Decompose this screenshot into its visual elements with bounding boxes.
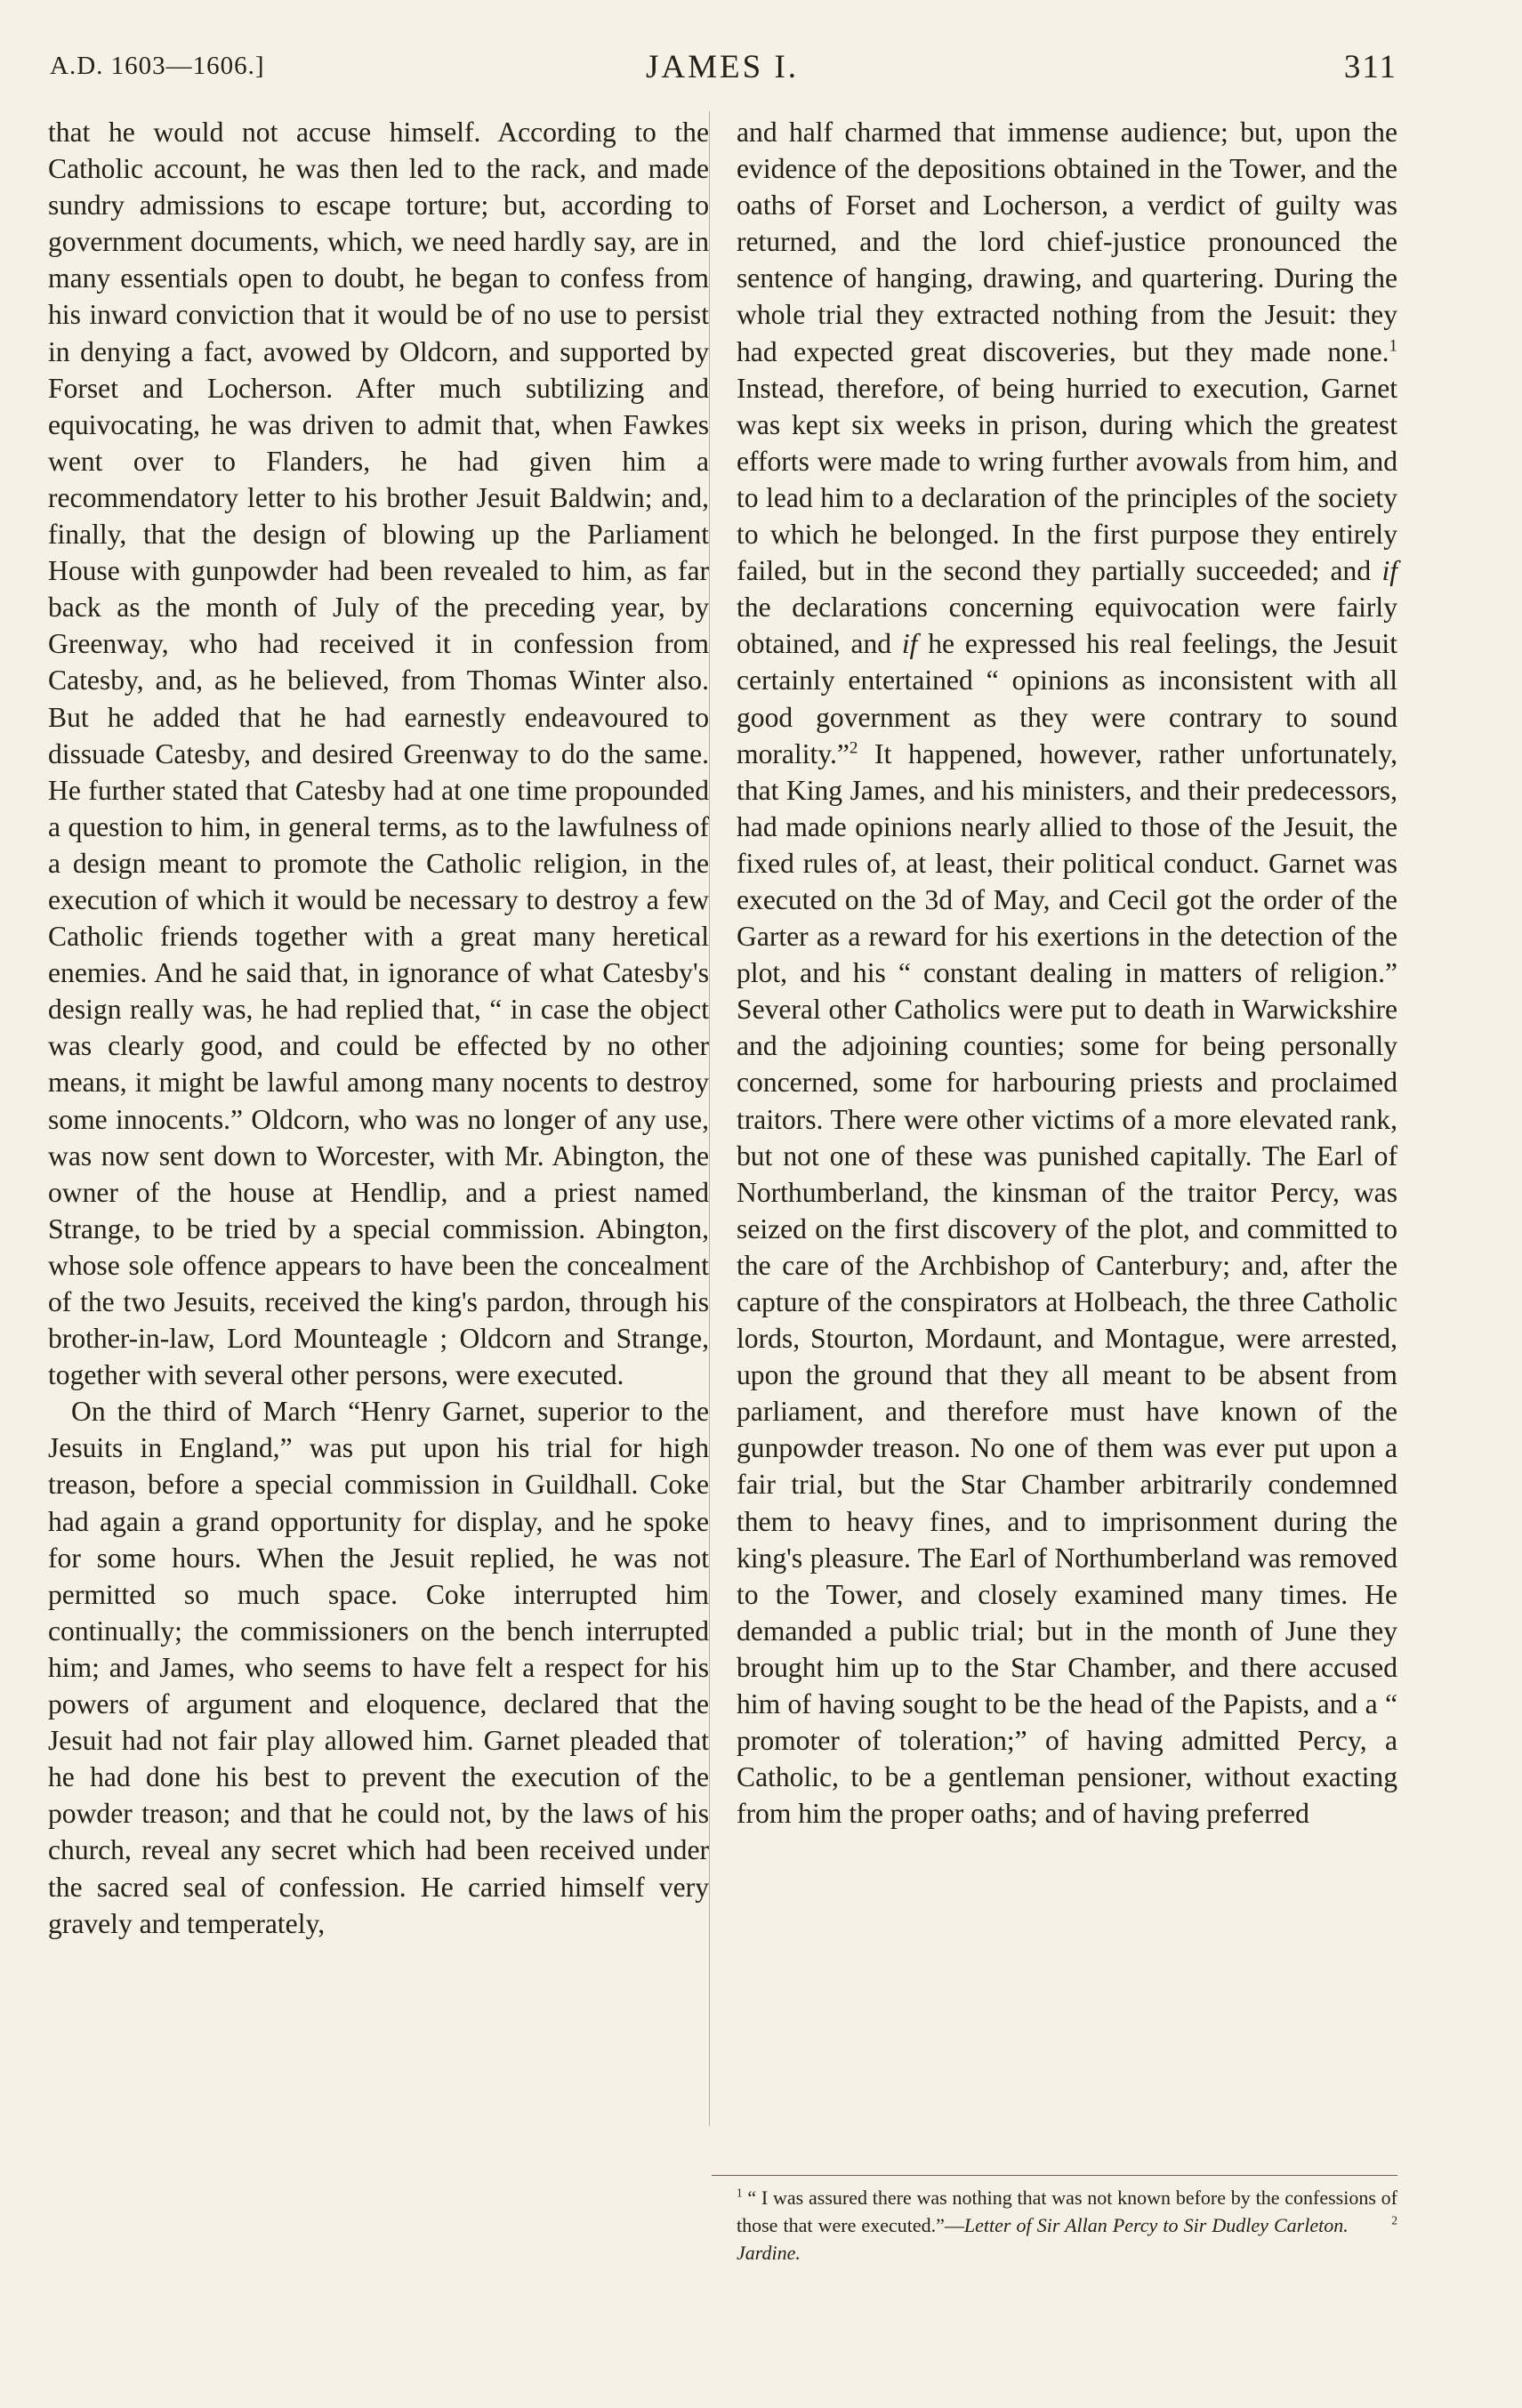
text-segment: It happened, however, rather unfortunately, that King James, and his ministers, and their predecessors, had made opinions nearly allied to those of the Jesuit, the fixed rules of, at least, their political conduct. Garnet was executed on the 3d of May, and Cecil got the order of the Garter as a reward for his exertions in the detection of the plot, and his “ constant dealing in matters of religion.” Several other Catholics were put to death in Warwickshire and the adjoining counties; some for being personally concerned, some for harbouring priests and proclaimed traitors. There were other victims of a more elevated rank, but not one of these was punished capitally. The Earl of Northumberland, the kinsman of the traitor Percy, was seized on the first discovery of the plot, and committed to the care of the Archbishop of Canterbury; and, after the capture of the conspirators at Holbeach, the three Catholic lords, Stourton, Mordaunt, and Montague, were arrested, upon the ground that they all meant to be absent from parliament, and therefore must have known of the gunpowder treason. No one of them was ever put upon a fair trial, but the Star Chamber arbitrarily condemned them to heavy fines, and to imprisonment during the king's pleasure. The Earl of Northumberland was removed to the Tower, and closely examined many times. He demanded a public trial; but in the month of June they brought him up to the Star Chamber, and there accused him of having sought to be the head of the Papists, and a “ promoter of toleration;” of having admitted Percy, a Catholic, to be a gentleman pensioner, without exacting from him the proper oaths; and of having preferred <box>737 737 1397 1830</box>
footnote-ref-2: 2 <box>849 738 858 758</box>
column-divider <box>709 111 710 2126</box>
footnote-1 <box>737 2184 1397 2267</box>
right-column <box>737 114 1397 1832</box>
emphasis-if: if <box>1381 555 1397 587</box>
running-header <box>50 44 1397 89</box>
text-segment: and half charmed that immense audience; but, upon the evidence of the depositions obtained in the Tower, and the oaths of Forset and Locherson, a verdict of guilty was returned, and the lord chief-justice pronounced the sentence of hanging, drawing, and quartering. During the whole trial they extracted nothing from the Jesuit: they had expected great discoveries, but they made none. <box>737 117 1397 367</box>
paragraph-verdict <box>737 114 1397 1832</box>
header-date-range: A.D. 1603—1606.] <box>50 52 265 80</box>
text-segment: the declarations concerning equivocation were fairly obtained, and <box>737 592 1397 660</box>
footnote-source: Jardine. <box>737 2242 801 2264</box>
text-segment: he expressed his real feelings, the Jesuit certainly entertained “ opinions as inconsistent with all good government as they were contrary to sound morality.” <box>737 628 1397 769</box>
paragraph-garnet-trial: On the third of March “Henry Garnet, superior to the Jesuits in England,” was put upon his trial for high treason, before a special commission in Guildhall. Coke had again a grand opportunity for display, and he spoke for some hours. When the Jesuit replied, he was not permitted so much space. Coke interrupted him continually; the commissioners on the bench interrupted him; and James, who seems to have felt a respect for his powers of argument and eloquence, declared that the Jesuit had not fair play allowed him. Garnet pleaded that he had done his best to prevent the execution of the powder treason; and that he could not, by the laws of his church, reveal any secret which had been received under the sacred seal of confession. He carried himself very gravely and temperately, <box>48 1396 709 1939</box>
header-title: JAMES I. <box>646 49 800 85</box>
emphasis-if: if <box>901 628 918 660</box>
footnote-marker: 1 <box>737 2186 743 2200</box>
footnote-source: Letter of Sir Allan Percy to Sir Dudley Carleton. <box>963 2214 1349 2236</box>
paragraph-confession: that he would not accuse himself. According to the Catholic account, he was then led to the rack, and made sundry admissions to escape torture; but, according to government documents, which, we need hardly say, are in many essentials open to doubt, he began to confess from his inward conviction that it would be of no use to persist in denying a fact, avowed by Oldcorn, and supported by Forset and Locherson. After much subtilizing and equivocating, he was driven to admit that, when Fawkes went over to Flanders, he had given him a recommendatory letter to his brother Jesuit Baldwin; and, finally, that the design of blowing up the Parliament House with gunpowder had been revealed to him, as far back as the month of July of the preceding year, by Greenway, who had received it in confession from Catesby, and, as he believed, from Thomas Winter also. But he added that he had earnestly endeavoured to dissuade Catesby, and desired Greenway to do the same. He further stated that Catesby had at one time propounded a question to him, in general terms, as to the lawfulness of a design meant to promote the Catholic religion, in the execution of which it would be necessary to destroy a few Catholic friends together with a great many heretical enemies. And he said that, in ignorance of what Catesby's design really was, he had replied that, “ in case the object was clearly good, and could be effected by no other means, it might be lawful among many nocents to destroy some innocents.” Oldcorn, who was no longer of any use, was now sent down to Worcester, with Mr. Abington, the owner of the house at Hendlip, and a priest named Strange, to be tried by a special commission. Abington, whose sole offence appears to have been the concealment of the two Jesuits, received the king's pardon, through his brother-in-law, Lord Mounteagle ; Oldcorn and Strange, together with several other persons, were executed. <box>48 117 709 1391</box>
left-column <box>48 114 709 1942</box>
footnote-ref-1: 1 <box>1389 336 1397 356</box>
text-segment: Instead, therefore, of being hurried to execution, Garnet was kept six weeks in prison, during which the greatest efforts were made to wring further avowals from him, and to lead him to a declaration of the principles of the society to which he belonged. In the first purpose they entirely failed, but in the second they partially succeeded; and <box>737 372 1397 587</box>
page-number: 311 <box>1343 49 1397 85</box>
footnote-text: “ I was assured there was nothing that was not known before by the confessions of those that were executed.”— <box>737 2187 1397 2236</box>
footnote-divider <box>712 2175 1397 2176</box>
footnotes <box>737 2184 1397 2267</box>
footnote-marker: 2 <box>1391 2213 1398 2227</box>
